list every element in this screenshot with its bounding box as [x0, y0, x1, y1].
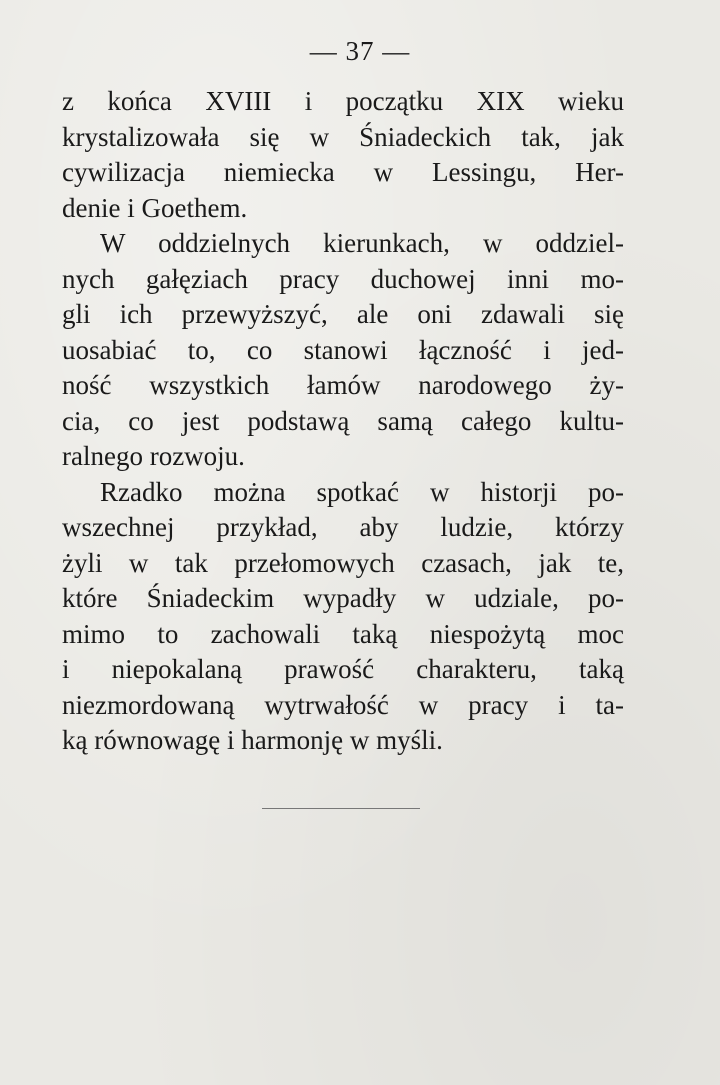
text-line: W oddzielnych kierunkach, w oddziel-	[100, 228, 624, 258]
text-line: niezmordowaną wytrwałość w pracy i ta-	[62, 689, 624, 720]
text-line: denie i Goethem.	[62, 192, 248, 223]
text-line: z końca XVIII i początku XIX wieku	[62, 86, 624, 116]
text-line: cywilizacja niemiecka w Lessingu, Her-	[62, 157, 624, 187]
text-line: ralnego rozwoju.	[62, 441, 245, 471]
text-line: które Śniadeckim wypadły w udziale, po-	[62, 583, 624, 613]
text-line: ką równowagę i harmonję w myśli.	[62, 725, 443, 755]
text-line: uosabiać to, co stanowi łączność i jed-	[62, 334, 624, 365]
section-divider	[262, 808, 420, 809]
page-number: — 37 —	[309, 36, 411, 66]
text-line: krystalizowała się w Śniadeckich tak, jak	[62, 121, 624, 152]
paragraph-2	[62, 226, 624, 475]
paragraph-3	[62, 475, 624, 759]
body-text	[62, 84, 624, 759]
text-line: gli ich przewyższyć, ale oni zdawali się	[62, 299, 624, 329]
text-line: cia, co jest podstawą samą całego kultu-	[62, 405, 624, 436]
text-line: ność wszystkich łamów narodowego ży-	[62, 370, 624, 400]
text-line: i niepokalaną prawość charakteru, taką	[62, 654, 624, 684]
text-line: mimo to zachowali taką niespożytą moc	[62, 618, 624, 649]
paragraph-1	[62, 84, 624, 226]
text-line: Rzadko można spotkać w historji po-	[100, 476, 624, 507]
text-line: żyli w tak przełomowych czasach, jak te,	[62, 547, 624, 578]
text-line: wszechnej przykład, aby ludzie, którzy	[62, 512, 624, 542]
text-line: nych gałęziach pracy duchowej inni mo-	[62, 263, 624, 294]
